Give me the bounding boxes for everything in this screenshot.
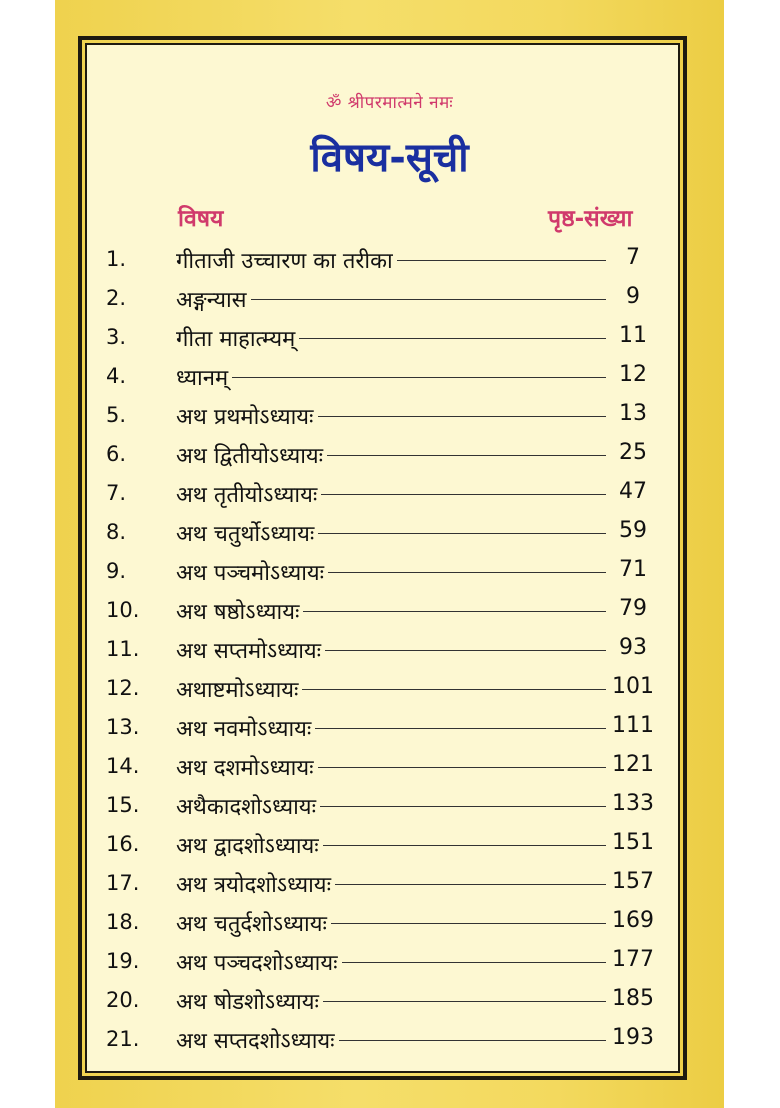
toc-row xyxy=(0,396,780,435)
toc-label: अथ तृतीयोऽध्यायः xyxy=(176,482,318,508)
toc-entry xyxy=(176,825,606,864)
toc-leader-line xyxy=(342,962,606,963)
toc-label: अथ षष्ठोऽध्यायः xyxy=(176,599,300,625)
toc-leader-line xyxy=(321,494,606,495)
column-header-page: पृष्ठ-संख्या xyxy=(548,206,633,232)
toc-page-number: 11 xyxy=(619,323,647,348)
toc-number: 6. xyxy=(106,442,127,466)
toc-entry xyxy=(176,240,606,279)
toc-entry xyxy=(176,864,606,903)
toc-number: 11. xyxy=(106,637,140,661)
toc-row xyxy=(0,240,780,279)
toc-page-number: 71 xyxy=(619,557,647,582)
toc-leader-line xyxy=(335,884,606,885)
toc-number: 8. xyxy=(106,520,127,544)
toc-leader-line xyxy=(323,845,606,846)
toc-label: अथ षोडशोऽध्यायः xyxy=(176,989,319,1015)
toc-entry xyxy=(176,357,606,396)
toc-leader-line xyxy=(299,338,606,339)
toc-number: 18. xyxy=(106,910,140,934)
toc-page-number: 101 xyxy=(612,674,654,699)
toc-row xyxy=(0,669,780,708)
toc-label: गीता माहात्म्यम् xyxy=(176,326,296,352)
toc-number: 7. xyxy=(106,481,127,505)
toc-page-number: 93 xyxy=(619,635,647,660)
toc-page-number: 193 xyxy=(612,1025,654,1050)
toc-number: 16. xyxy=(106,832,140,856)
toc-leader-line xyxy=(328,572,606,573)
toc-label: अथ चतुर्थोऽध्यायः xyxy=(176,521,315,547)
toc-label: अथ चतुर्दशोऽध्यायः xyxy=(176,911,327,937)
toc-page-number: 185 xyxy=(612,986,654,1011)
toc-number: 19. xyxy=(106,949,140,973)
toc-leader-line xyxy=(397,260,606,261)
toc-row xyxy=(0,357,780,396)
toc-entry xyxy=(176,981,606,1020)
toc-leader-line xyxy=(325,650,606,651)
toc-label: अथ नवमोऽध्यायः xyxy=(176,716,312,742)
toc-leader-line xyxy=(339,1040,606,1041)
toc-row xyxy=(0,513,780,552)
toc-number: 15. xyxy=(106,793,140,817)
column-header-subject: विषय xyxy=(178,206,224,232)
toc-label: गीताजी उच्चारण का तरीका xyxy=(176,248,393,274)
toc-number: 3. xyxy=(106,325,127,349)
toc-label: अथ दशमोऽध्यायः xyxy=(176,755,314,781)
toc-label: अथ त्रयोदशोऽध्यायः xyxy=(176,872,332,898)
toc-entry xyxy=(176,591,606,630)
toc-entry xyxy=(176,903,606,942)
toc-number: 4. xyxy=(106,364,127,388)
toc-entry xyxy=(176,630,606,669)
toc-entry xyxy=(176,396,606,435)
toc-page-number: 177 xyxy=(612,947,654,972)
toc-page-number: 121 xyxy=(612,752,654,777)
toc-leader-line xyxy=(318,767,606,768)
toc-label: अथाष्टमोऽध्यायः xyxy=(176,677,299,703)
toc-entry xyxy=(176,786,606,825)
toc-row xyxy=(0,279,780,318)
toc-page-number: 12 xyxy=(619,362,647,387)
toc-number: 20. xyxy=(106,988,140,1012)
toc-entry xyxy=(176,318,606,357)
toc-page-number: 151 xyxy=(612,830,654,855)
table-of-contents xyxy=(0,240,780,1059)
toc-row xyxy=(0,552,780,591)
toc-page-number: 47 xyxy=(619,479,647,504)
toc-label: अथ द्वितीयोऽध्यायः xyxy=(176,443,324,469)
toc-number: 9. xyxy=(106,559,127,583)
toc-entry xyxy=(176,279,606,318)
toc-leader-line xyxy=(232,377,606,378)
toc-number: 21. xyxy=(106,1027,140,1051)
toc-number: 13. xyxy=(106,715,140,739)
toc-page-number: 169 xyxy=(612,908,654,933)
toc-page-number: 79 xyxy=(619,596,647,621)
toc-row xyxy=(0,318,780,357)
toc-row xyxy=(0,864,780,903)
toc-row xyxy=(0,435,780,474)
toc-page-number: 111 xyxy=(612,713,654,738)
toc-row xyxy=(0,708,780,747)
toc-leader-line xyxy=(303,611,606,612)
toc-row xyxy=(0,981,780,1020)
toc-leader-line xyxy=(251,299,606,300)
toc-entry xyxy=(176,435,606,474)
toc-entry xyxy=(176,552,606,591)
toc-leader-line xyxy=(323,1001,606,1002)
toc-number: 5. xyxy=(106,403,127,427)
toc-row xyxy=(0,825,780,864)
toc-leader-line xyxy=(302,689,606,690)
toc-leader-line xyxy=(315,728,606,729)
toc-page-number: 59 xyxy=(619,518,647,543)
toc-row xyxy=(0,942,780,981)
toc-row xyxy=(0,474,780,513)
toc-entry xyxy=(176,708,606,747)
toc-leader-line xyxy=(327,455,606,456)
toc-label: अथ पञ्चमोऽध्यायः xyxy=(176,560,325,586)
toc-number: 17. xyxy=(106,871,140,895)
page-title: विषय-सूची xyxy=(310,135,469,181)
toc-label: अथ द्वादशोऽध्यायः xyxy=(176,833,319,859)
toc-leader-line xyxy=(318,416,607,417)
toc-row xyxy=(0,903,780,942)
toc-label: अथ प्रथमोऽध्यायः xyxy=(176,404,314,430)
toc-row xyxy=(0,786,780,825)
toc-number: 14. xyxy=(106,754,140,778)
toc-leader-line xyxy=(318,533,606,534)
toc-entry xyxy=(176,669,606,708)
toc-row xyxy=(0,591,780,630)
toc-label: अथ सप्तदशोऽध्यायः xyxy=(176,1028,335,1054)
toc-number: 12. xyxy=(106,676,140,700)
toc-entry xyxy=(176,513,606,552)
toc-label: अङ्गन्यास xyxy=(176,287,247,313)
toc-label: अथ सप्तमोऽध्यायः xyxy=(176,638,322,664)
toc-page-number: 9 xyxy=(626,284,640,309)
toc-row xyxy=(0,630,780,669)
toc-page-number: 13 xyxy=(619,401,647,426)
toc-entry xyxy=(176,942,606,981)
toc-page-number: 157 xyxy=(612,869,654,894)
toc-page-number: 133 xyxy=(612,791,654,816)
toc-entry xyxy=(176,1020,606,1059)
toc-leader-line xyxy=(320,806,606,807)
toc-page-number: 7 xyxy=(626,245,640,270)
toc-label: अथैकादशोऽध्यायः xyxy=(176,794,317,820)
toc-row xyxy=(0,747,780,786)
toc-number: 1. xyxy=(106,247,127,271)
toc-row xyxy=(0,1020,780,1059)
toc-page-number: 25 xyxy=(619,440,647,465)
invocation-line: ॐ श्रीपरमात्मने नमः xyxy=(325,93,454,113)
toc-number: 10. xyxy=(106,598,140,622)
toc-label: ध्यानम् xyxy=(176,365,229,391)
toc-entry xyxy=(176,474,606,513)
toc-entry xyxy=(176,747,606,786)
toc-label: अथ पञ्चदशोऽध्यायः xyxy=(176,950,338,976)
toc-number: 2. xyxy=(106,286,127,310)
toc-leader-line xyxy=(331,923,606,924)
